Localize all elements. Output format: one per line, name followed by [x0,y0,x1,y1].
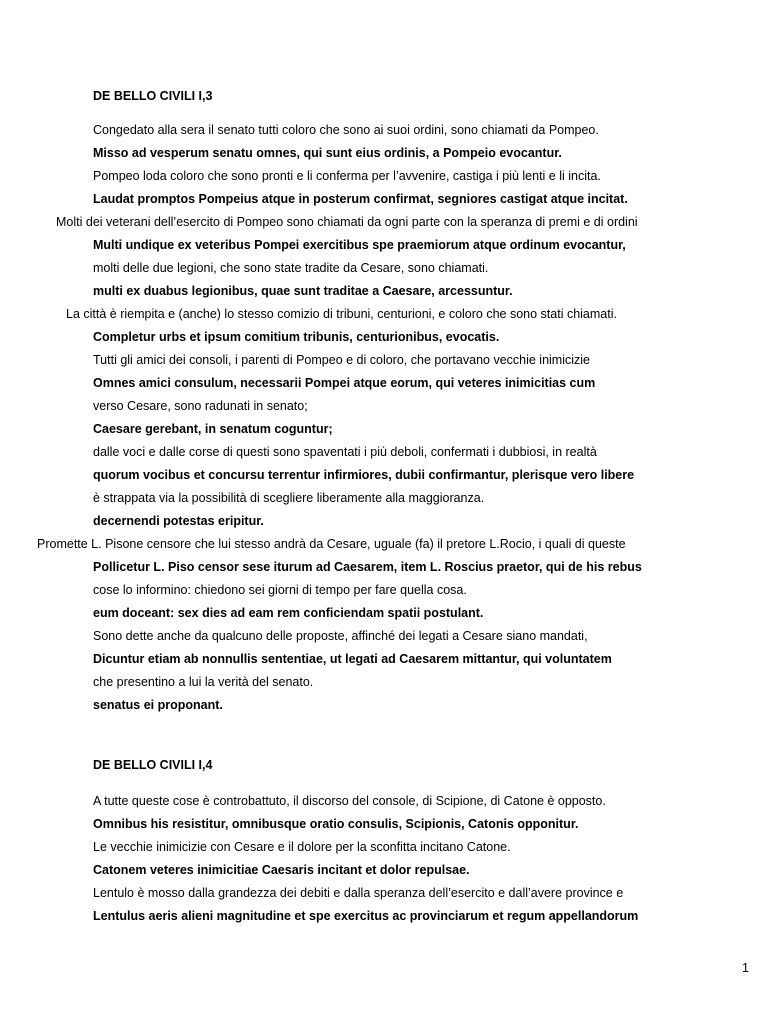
latin-line: multi ex duabus legionibus, quae sunt traditae a Caesare, arcessuntur. [93,284,513,298]
italian-line: Tutti gli amici dei consoli, i parenti di Pompeo e di coloro, che portavano vecchie inimicizie [93,353,590,367]
latin-line: senatus ei proponant. [93,698,223,712]
latin-line: Multi undique ex veteribus Pompei exercitibus spe praemiorum atque ordinum evocantur, [93,238,626,252]
latin-line: Pollicetur L. Piso censor sese iturum ad Caesarem, item L. Roscius praetor, qui de his rebus [93,560,642,574]
italian-line: Sono dette anche da qualcuno delle proposte, affinché dei legati a Cesare siano mandati, [93,629,588,643]
italian-line: dalle voci e dalle corse di questi sono spaventati i più deboli, confermati i dubbiosi, in realtà [93,445,597,459]
latin-line: Omnes amici consulum, necessarii Pompei atque eorum, qui veteres inimicitias cum [93,376,596,390]
italian-line: Promette L. Pisone censore che lui stesso andrà da Cesare, uguale (fa) il pretore L.Rocio, i quali di queste [37,537,626,551]
latin-line: Dicuntur etiam ab nonnullis sententiae, ut legati ad Caesarem mittantur, qui voluntatem [93,652,612,666]
italian-line: Le vecchie inimicizie con Cesare e il dolore per la sconfitta incitano Catone. [93,840,511,854]
latin-line: Completur urbs et ipsum comitium tribunis, centurionibus, evocatis. [93,330,500,344]
latin-line: Laudat promptos Pompeius atque in posterum confirmat, segniores castigat atque incitat. [93,192,628,206]
italian-line: Pompeo loda coloro che sono pronti e li conferma per l’avvenire, castiga i più lenti e li incita. [93,169,601,183]
italian-line: molti delle due legioni, che sono state tradite da Cesare, sono chiamati. [93,261,489,275]
italian-line: è strappata via la possibilità di scegliere liberamente alla maggioranza. [93,491,485,505]
latin-line: Misso ad vesperum senatu omnes, qui sunt eius ordinis, a Pompeio evocantur. [93,146,562,160]
latin-line: Catonem veteres inimicitiae Caesaris incitant et dolor repulsae. [93,863,470,877]
italian-line: La città è riempita e (anche) lo stesso comizio di tribuni, centurioni, e coloro che sono stati chiamati. [66,307,617,321]
italian-line: Lentulo è mosso dalla grandezza dei debiti e dalla speranza dell’esercito e dall’avere province e [93,886,624,900]
section-title: DE BELLO CIVILI I,4 [93,758,213,772]
section-title: DE BELLO CIVILI I,3 [93,89,213,103]
latin-line: Omnibus his resistitur, omnibusque oratio consulis, Scipionis, Catonis opponitur. [93,817,579,831]
italian-line: Molti dei veterani dell’esercito di Pompeo sono chiamati da ogni parte con la speranza di premi e di ordini [56,215,638,229]
latin-line: decernendi potestas eripitur. [93,514,264,528]
italian-line: che presentino a lui la verità del senato. [93,675,314,689]
italian-line: Congedato alla sera il senato tutti coloro che sono ai suoi ordini, sono chiamati da Pompeo. [93,123,599,137]
latin-line: eum doceant: sex dies ad eam rem conficiendam spatii postulant. [93,606,484,620]
italian-line: cose lo informino: chiedono sei giorni di tempo per fare quella cosa. [93,583,467,597]
latin-line: quorum vocibus et concursu terrentur infirmiores, dubii confirmantur, plerisque vero libere [93,468,635,482]
italian-line: A tutte queste cose è controbattuto, il discorso del console, di Scipione, di Catone è opposto. [93,794,606,808]
page-number: 1 [742,961,749,975]
latin-line: Lentulus aeris alieni magnitudine et spe exercitus ac provinciarum et regum appellandorum [93,909,639,923]
italian-line: verso Cesare, sono radunati in senato; [93,399,308,413]
latin-line: Caesare gerebant, in senatum coguntur; [93,422,333,436]
